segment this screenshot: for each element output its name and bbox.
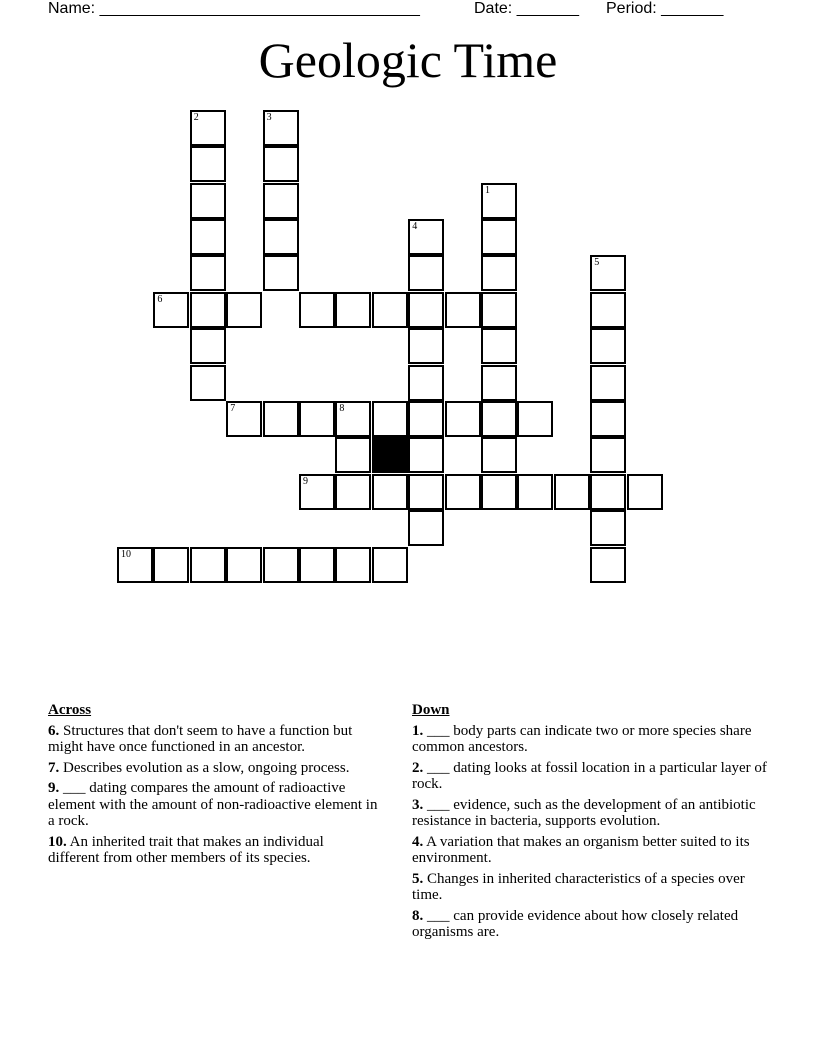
grid-cell[interactable]	[335, 474, 371, 510]
grid-cell[interactable]	[226, 401, 262, 437]
clue-item-number: 5.	[412, 870, 424, 887]
grid-cell[interactable]	[372, 401, 408, 437]
clue-item-text: Describes evolution as a slow, ongoing process.	[59, 759, 350, 776]
grid-cell[interactable]	[481, 365, 517, 401]
grid-cell[interactable]	[408, 474, 444, 510]
grid-cell[interactable]	[263, 401, 299, 437]
clue-item	[48, 780, 378, 830]
grid-cell[interactable]	[372, 474, 408, 510]
clue-item	[48, 723, 378, 756]
clue-item	[412, 723, 772, 756]
clue-item	[412, 908, 772, 941]
grid-cell[interactable]	[590, 255, 626, 291]
grid-cell[interactable]	[517, 401, 553, 437]
grid-cell[interactable]	[445, 474, 481, 510]
grid-cell[interactable]	[627, 474, 663, 510]
grid-cell[interactable]	[299, 474, 335, 510]
black-cell	[372, 437, 408, 473]
clue-number: 3	[266, 111, 272, 123]
grid-cell[interactable]	[481, 474, 517, 510]
grid-cell[interactable]	[590, 437, 626, 473]
page-title: Geologic Time	[258, 32, 558, 88]
clue-item	[412, 760, 772, 793]
clue-item-number: 2.	[412, 759, 424, 776]
clue-item-number: 8.	[412, 907, 424, 924]
grid-cell[interactable]	[190, 183, 226, 219]
grid-cell[interactable]	[299, 547, 335, 583]
grid-cell[interactable]	[590, 292, 626, 328]
clue-item-text: A variation that makes an organism better suited to its environment.	[412, 833, 750, 866]
grid-cell[interactable]	[190, 110, 226, 146]
clue-number: 6	[157, 293, 163, 305]
clue-item-text: ___ body parts can indicate two or more species share common ancestors.	[412, 722, 752, 755]
grid-cell[interactable]	[372, 547, 408, 583]
clue-item-number: 1.	[412, 722, 424, 739]
clue-item	[412, 834, 772, 867]
grid-cell[interactable]	[590, 474, 626, 510]
grid-cell[interactable]	[481, 401, 517, 437]
grid-cell[interactable]	[263, 547, 299, 583]
across-clues	[48, 702, 378, 871]
grid-cell[interactable]	[335, 401, 371, 437]
grid-cell[interactable]	[445, 401, 481, 437]
grid-cell[interactable]	[481, 219, 517, 255]
grid-cell[interactable]	[408, 255, 444, 291]
clue-item	[412, 871, 772, 904]
clue-item	[48, 760, 378, 777]
grid-cell[interactable]	[408, 437, 444, 473]
clue-item-number: 3.	[412, 796, 424, 813]
grid-cell[interactable]	[263, 183, 299, 219]
clue-item-number: 6.	[48, 722, 60, 739]
clue-item	[412, 797, 772, 830]
clue-item-text: ___ dating compares the amount of radioactive element with the amount of non-radioactive element in a rock.	[48, 780, 378, 829]
down-clues	[412, 702, 772, 945]
grid-cell[interactable]	[117, 547, 153, 583]
grid-cell[interactable]	[190, 328, 226, 364]
grid-cell[interactable]	[372, 292, 408, 328]
grid-cell[interactable]	[590, 328, 626, 364]
down-heading: Down	[412, 702, 450, 718]
grid-cell[interactable]	[590, 365, 626, 401]
clue-item-text: ___ can provide evidence about how closely related organisms are.	[412, 907, 739, 940]
grid-cell[interactable]	[263, 110, 299, 146]
grid-cell[interactable]	[190, 255, 226, 291]
name-field[interactable]: Name: ____________________________________	[48, 0, 420, 17]
clue-number: 2	[193, 111, 199, 123]
clue-item-number: 9.	[48, 780, 60, 796]
clue-item-text: ___ dating looks at fossil location in a particular layer of rock.	[412, 759, 767, 792]
grid-cell[interactable]	[153, 547, 189, 583]
grid-cell[interactable]	[190, 365, 226, 401]
grid-cell[interactable]	[153, 292, 189, 328]
clue-item	[48, 834, 378, 867]
across-heading: Across	[48, 702, 92, 718]
grid-cell[interactable]	[263, 255, 299, 291]
clue-number: 10	[121, 548, 131, 560]
clue-item-text: Structures that don't seem to have a function but might have once functioned in an ancestor.	[48, 722, 353, 755]
grid-cell[interactable]	[554, 474, 590, 510]
clue-number: 1	[485, 184, 490, 196]
clue-item-text: ___ evidence, such as the development of an antibiotic resistance in bacteria, supports evolution.	[412, 796, 756, 829]
clue-item-number: 7.	[48, 759, 60, 776]
grid-cell[interactable]	[408, 401, 444, 437]
grid-cell[interactable]	[408, 510, 444, 546]
grid-cell[interactable]	[226, 547, 262, 583]
clue-item-number: 4.	[412, 833, 424, 850]
grid-cell[interactable]	[190, 292, 226, 328]
grid-cell[interactable]	[481, 183, 517, 219]
grid-cell[interactable]	[445, 292, 481, 328]
grid-cell[interactable]	[481, 328, 517, 364]
clue-number: 5	[594, 257, 600, 269]
clue-item-number: 10.	[48, 833, 67, 850]
grid-cell[interactable]	[481, 292, 517, 328]
grid-cell[interactable]	[590, 547, 626, 583]
grid-cell[interactable]	[190, 146, 226, 182]
grid-cell[interactable]	[481, 437, 517, 473]
grid-cell[interactable]	[408, 219, 444, 255]
clue-number: 8	[339, 403, 345, 414]
clue-number: 9	[303, 475, 308, 487]
grid-cell[interactable]	[190, 219, 226, 255]
date-field[interactable]: Date: _______	[474, 0, 579, 17]
clue-number: 7	[230, 403, 236, 414]
grid-cell[interactable]	[335, 437, 371, 473]
grid-cell[interactable]	[335, 547, 371, 583]
period-field[interactable]: Period: _______	[606, 0, 724, 17]
grid-cell[interactable]	[408, 292, 444, 328]
grid-cell[interactable]	[263, 146, 299, 182]
clue-item-text: Changes in inherited characteristics of a species over time.	[412, 870, 745, 903]
grid-cell[interactable]	[263, 219, 299, 255]
grid-cell[interactable]	[299, 401, 335, 437]
grid-cell[interactable]	[190, 547, 226, 583]
clue-number: 4	[412, 221, 418, 232]
grid-cell[interactable]	[226, 292, 262, 328]
grid-cell[interactable]	[299, 292, 335, 328]
grid-cell[interactable]	[335, 292, 371, 328]
grid-cell[interactable]	[590, 401, 626, 437]
grid-cell[interactable]	[590, 510, 626, 546]
grid-cell[interactable]	[517, 474, 553, 510]
clue-item-text: An inherited trait that makes an individual different from other members of its species.	[48, 833, 324, 866]
student-info-header	[48, 0, 768, 24]
grid-cell[interactable]	[408, 328, 444, 364]
grid-cell[interactable]	[408, 365, 444, 401]
grid-cell[interactable]	[481, 255, 517, 291]
